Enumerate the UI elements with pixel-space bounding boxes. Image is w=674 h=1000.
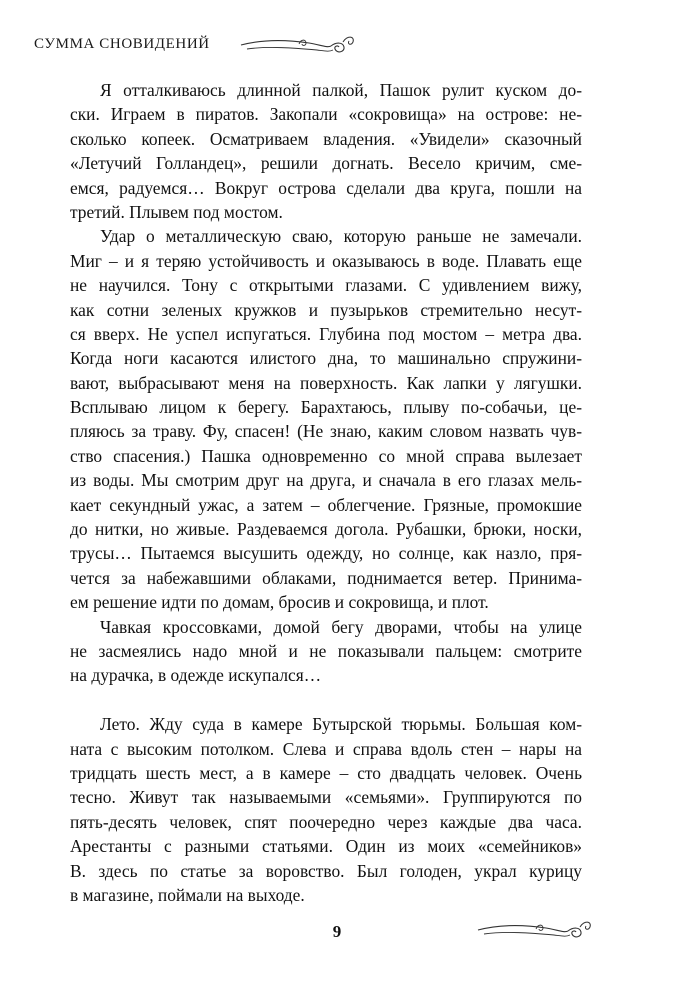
text-line: ем решение идти по домам, бросив и сокровища, и плот. [70,592,489,613]
page-number: 9 [332,922,342,941]
text-line: Лето. Жду суда в камере Бутырской тюрьмы. Большая ком- [100,714,582,735]
flourish-ornament-icon [476,912,596,944]
text-line: ната с высоким потолком. Слева и справа вдоль стен – нары на [70,738,582,759]
body-text [70,78,582,907]
text-line: емся, радуемся… Вокруг острова сделали два круга, пошли на [70,177,582,198]
text-line: Арестанты с разными статьями. Один из моих «семейников» [70,836,582,857]
text-line: из воды. Мы смотрим друг на друга, и сначала в его глазах мель- [70,470,582,491]
text-line: «Летучий Голландец», решили догнать. Весело кричим, сме- [70,153,582,174]
text-line: кает секундный ужас, а затем – облегчение. Грязные, промокшие [70,494,582,515]
text-line: ски. Играем в пиратов. Закопали «сокровища» на острове: не- [70,104,582,125]
text-line: Миг – и я теряю устойчивость и оказываюсь в воде. Плавать еще [70,250,582,271]
text-line: тридцать шесть мест, а в камере – сто двадцать человек. Очень [70,762,582,783]
paragraph [70,224,582,614]
text-line: пляюсь за траву. Фу, спасен! (Не знаю, каким словом назвать чув- [70,421,582,442]
text-line: Удар о металлическую сваю, которую раньше не замечали. [100,226,582,247]
text-line: в магазине, поймали на выходе. [70,884,305,905]
text-line: на дурачка, в одежде искупался… [70,665,322,686]
text-line: Чавкая кроссовками, домой бегу дворами, чтобы на улице [100,616,582,637]
text-line: В. здесь по статье за воровство. Был голоден, украл курицу [70,860,582,881]
text-line: Всплываю лицом к берегу. Барахтаюсь, плыву по-собачьи, це- [70,397,582,418]
text-line: не засмеялись надо мной и не показывали пальцем: смотрите [70,640,582,661]
text-line: Когда ноги касаются илистого дна, то машинально спружини- [70,348,582,369]
text-line: третий. Плывем под мостом. [70,201,283,222]
paragraph [70,712,582,907]
text-line: ство спасения.) Пашка одновременно со мной справа вылезает [70,445,582,466]
section-break [70,688,582,712]
text-line: пять-десять человек, спят поочередно через каждые два часа. [70,811,582,832]
text-line: до нитки, но живые. Раздеваемся догола. Рубашки, брюки, носки, [70,519,582,540]
text-line: не научился. Тону с открытыми глазами. С удивлением вижу, [70,275,582,296]
text-line: тесно. Живут так называемыми «семьями». Группируются по [70,787,582,808]
running-header-title: СУММА СНОВИДЕНИЙ [34,36,210,52]
text-line: сколько копеек. Осматриваем владения. «Увидели» сказочный [70,128,582,149]
text-line: Я отталкиваюсь длинной палкой, Пашок рулит куском до- [100,80,582,100]
text-line: трусы… Пытаемся высушить одежду, но солнце, как назло, пря- [70,543,582,564]
flourish-ornament-icon [239,30,359,60]
paragraph [70,78,582,224]
text-line: как сотни зеленых кружков и пузырьков стремительно несут- [70,299,582,320]
text-line: ся вверх. Не успел испугаться. Глубина под мостом – метра два. [70,323,582,344]
text-line: чется за набежавшими облаками, поднимается ветер. Принима- [70,567,582,588]
paragraph [70,615,582,688]
text-line: вают, выбрасывают меня на поверхность. Как лапки у лягушки. [70,372,582,393]
